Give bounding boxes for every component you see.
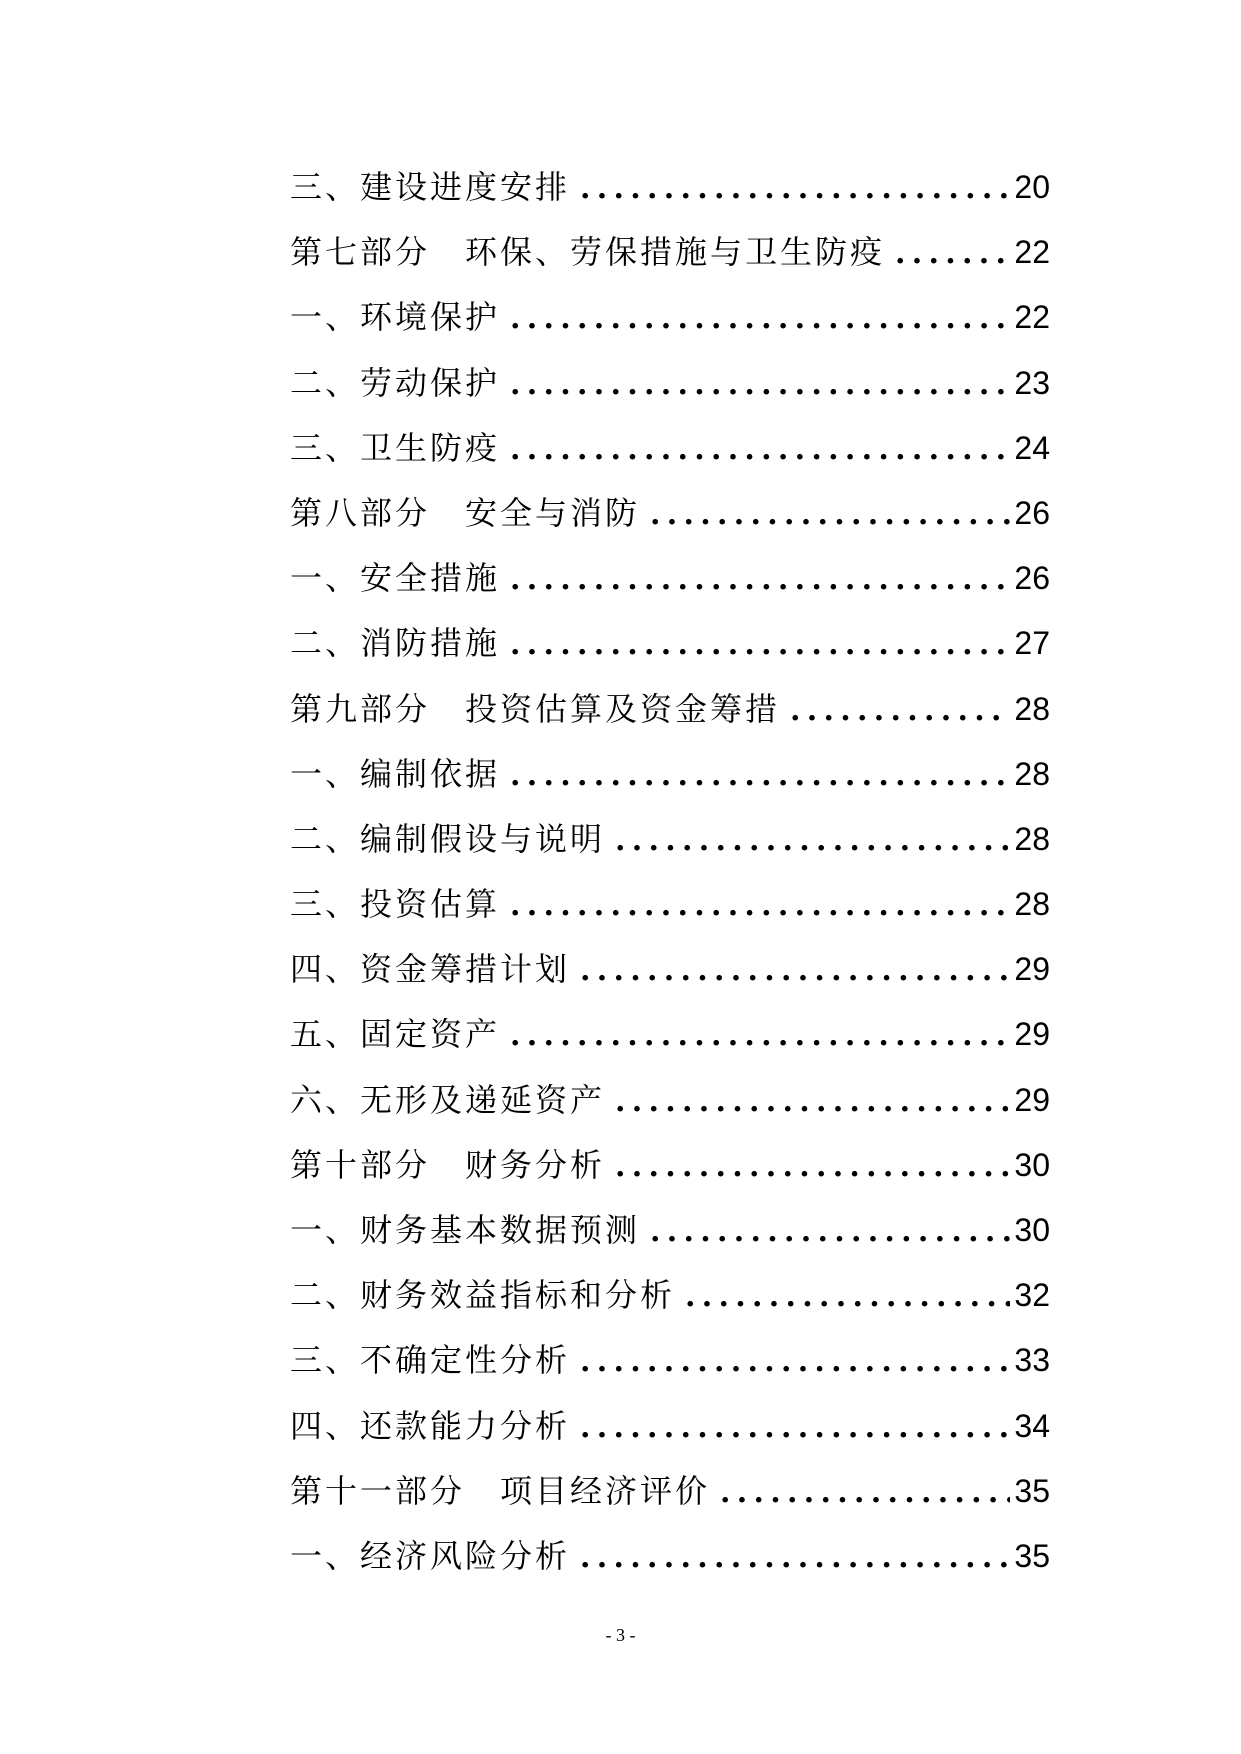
toc-entry-page: 28 [1014,755,1050,792]
toc-entry-title: 一、财务基本数据预测 [290,1211,641,1249]
toc-entry-page: 28 [1014,886,1050,923]
toc-entry[interactable] [290,1002,1050,1067]
toc-entry[interactable] [290,285,1050,350]
toc-entry[interactable] [290,937,1050,1002]
toc-entry[interactable] [290,481,1050,546]
toc-entry-title: 二、消防措施 [290,624,501,663]
toc-entry-page: 28 [1014,690,1050,727]
toc-entry-page: 22 [1014,234,1050,271]
toc-entry[interactable] [290,1394,1050,1459]
toc-entry[interactable] [290,155,1050,220]
toc-entry-title: 第九部分 投资估算及资金筹措 [290,689,781,728]
toc-dot-leader [615,808,1010,873]
toc-entry[interactable] [290,351,1050,416]
toc-dot-leader [510,743,1010,808]
toc-dot-leader [615,1069,1010,1134]
toc-entry-title: 一、经济风险分析 [290,1536,571,1575]
toc-entry-title: 二、财务效益指标和分析 [290,1276,676,1315]
toc-entry-title: 四、还款能力分析 [290,1406,571,1445]
toc-dot-leader [510,1003,1010,1068]
toc-entry[interactable] [290,1198,1050,1263]
toc-entry-page: 30 [1014,1212,1050,1248]
toc-entry[interactable] [290,611,1050,676]
toc-entry-title: 六、无形及递延资产 [290,1080,606,1119]
toc-entry-page: 29 [1014,1081,1050,1118]
toc-entry-title: 三、建设进度安排 [290,168,571,206]
toc-entry-title: 四、资金筹措计划 [290,950,571,989]
toc-entry[interactable] [290,677,1050,742]
toc-entry[interactable] [290,1068,1050,1133]
toc-entry[interactable] [290,742,1050,807]
toc-dot-leader [685,1264,1010,1329]
toc-entry-page: 20 [1014,169,1050,205]
toc-dot-leader [580,156,1010,221]
toc-entry-title: 三、投资估算 [290,885,501,924]
toc-dot-leader [580,938,1010,1003]
toc-entry-page: 26 [1014,560,1050,597]
toc-dot-leader [790,678,1010,743]
toc-dot-leader [510,352,1010,417]
toc-entry-title: 第八部分 安全与消防 [290,493,641,532]
toc-entry-page: 24 [1014,429,1050,466]
toc-entry-title: 二、劳动保护 [290,363,501,402]
toc-dot-leader [580,1395,1010,1460]
toc-entry-title: 第十部分 财务分析 [290,1145,606,1184]
toc-entry-title: 五、固定资产 [290,1015,501,1054]
toc-entry-page: 29 [1014,1016,1050,1053]
toc-entry-title: 三、不确定性分析 [290,1341,571,1380]
toc-dot-leader [580,1329,1010,1394]
toc-entry-title: 三、卫生防疫 [290,428,501,467]
toc-entry-page: 23 [1014,364,1050,401]
toc-dot-leader [615,1134,1010,1199]
toc-dot-leader [510,547,1010,612]
toc-entry[interactable] [290,546,1050,611]
toc-entry-page: 22 [1014,299,1050,336]
toc-entry-page: 32 [1014,1277,1050,1314]
toc-dot-leader [720,1460,1010,1525]
toc-dot-leader [510,612,1010,677]
table-of-contents [290,155,1050,1589]
toc-dot-leader [650,1199,1010,1264]
toc-dot-leader [510,286,1010,351]
toc-entry-page: 28 [1014,820,1050,857]
toc-entry-page: 30 [1014,1146,1050,1183]
toc-entry-page: 35 [1014,1537,1050,1574]
toc-entry-title: 一、环境保护 [290,298,501,337]
toc-entry-title: 第十一部分 项目经济评价 [290,1471,711,1510]
toc-entry-page: 33 [1014,1342,1050,1379]
toc-entry[interactable] [290,1328,1050,1393]
page-number: - 3 - [605,1625,636,1645]
toc-entry[interactable] [290,872,1050,937]
toc-entry-title: 一、编制依据 [290,754,501,793]
toc-entry-page: 26 [1014,494,1050,531]
toc-entry-title: 一、安全措施 [290,559,501,598]
toc-entry-page: 29 [1014,951,1050,988]
toc-entry-page: 34 [1014,1407,1050,1444]
toc-entry-page: 27 [1014,625,1050,662]
toc-dot-leader [510,873,1010,938]
toc-dot-leader [650,482,1010,547]
toc-entry[interactable] [290,416,1050,481]
toc-entry[interactable] [290,1459,1050,1524]
toc-entry[interactable] [290,1524,1050,1589]
toc-entry[interactable] [290,220,1050,285]
toc-dot-leader [510,417,1010,482]
toc-entry-page: 35 [1014,1472,1050,1509]
toc-entry-title: 第七部分 环保、劳保措施与卫生防疫 [290,233,886,272]
toc-entry[interactable] [290,807,1050,872]
toc-dot-leader [895,221,1010,286]
toc-entry-title: 二、编制假设与说明 [290,819,606,858]
toc-entry[interactable] [290,1133,1050,1198]
toc-dot-leader [580,1525,1010,1590]
toc-entry[interactable] [290,1263,1050,1328]
